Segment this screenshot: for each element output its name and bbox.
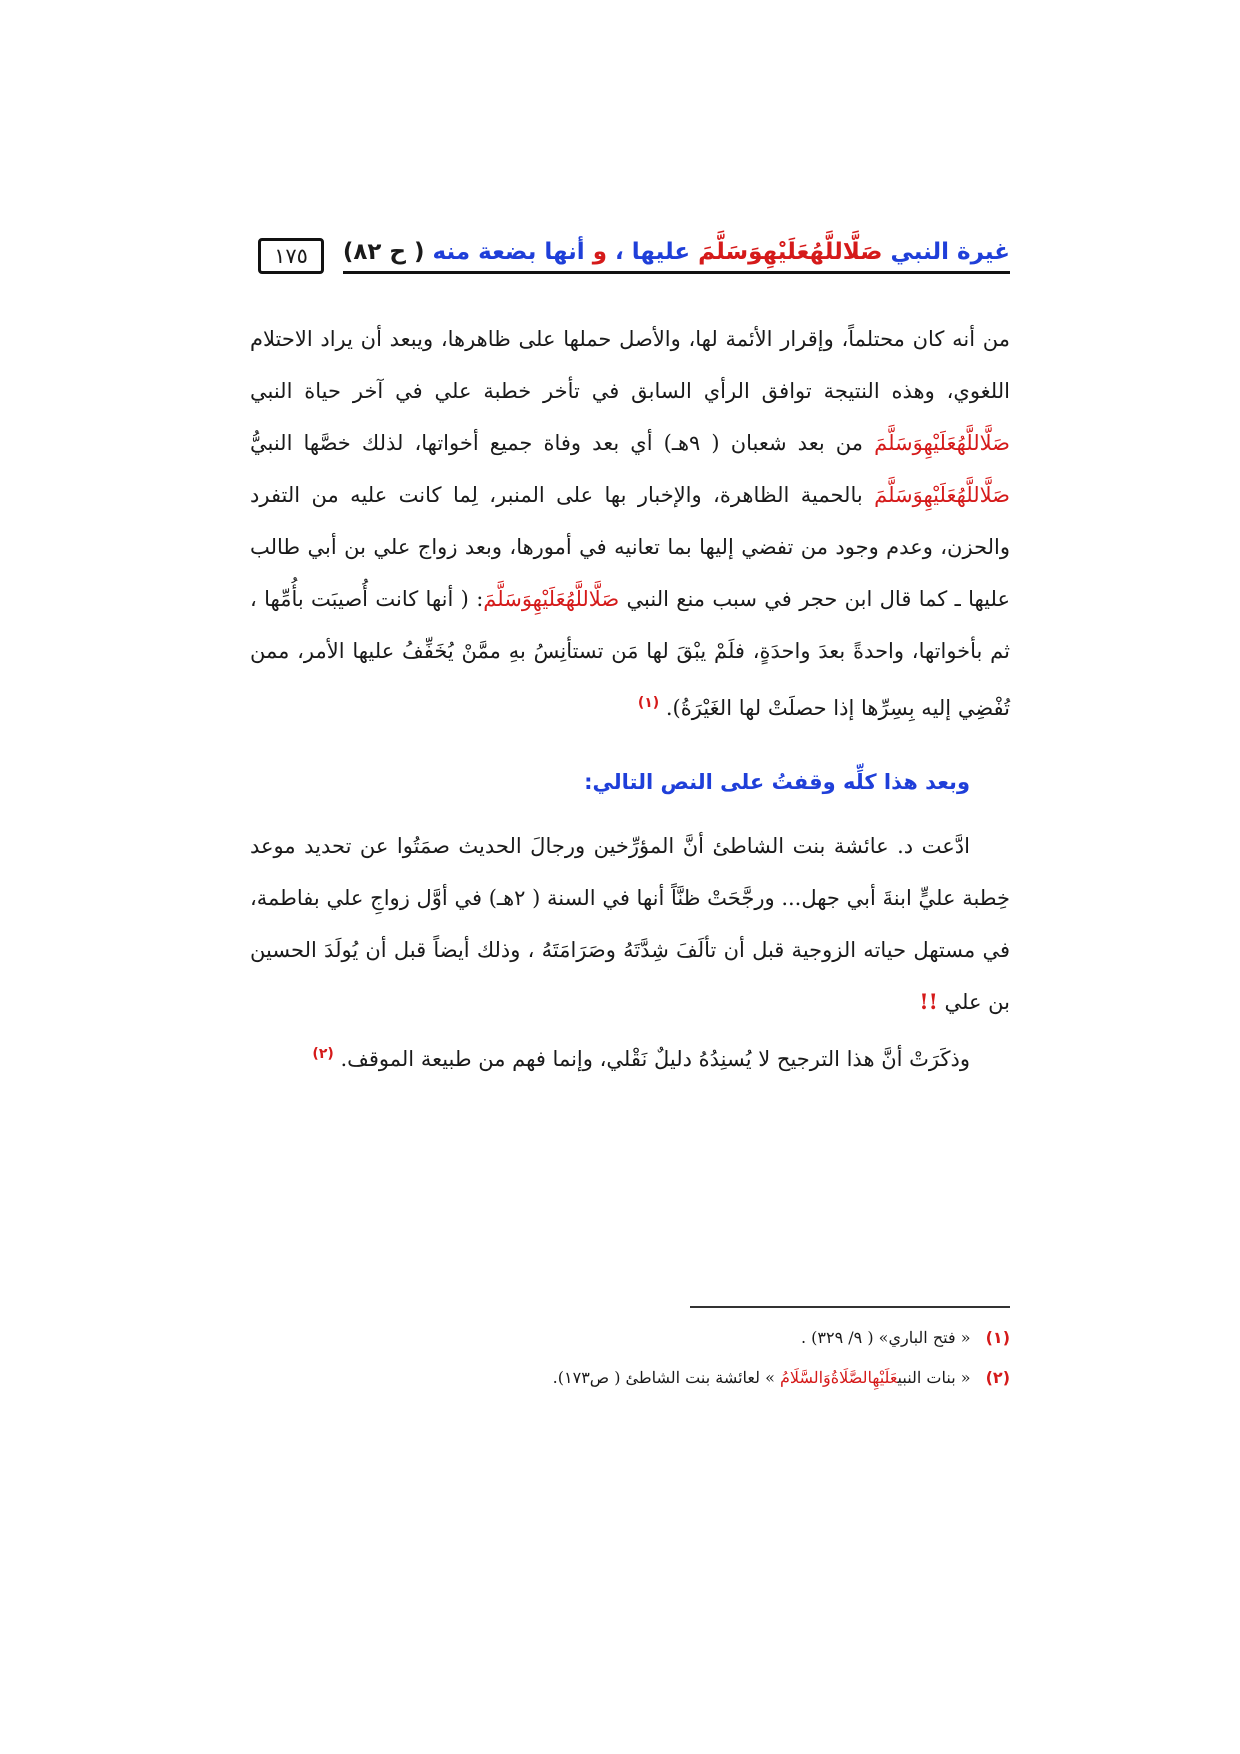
- p1-text-3: بالحمية الظاهرة، والإخبار بها على المنبر، لِما كانت عليه من التفرد والحزن، وعدم وجود من تفضي إليها بما تعانيه في أمورها، وبعد زواج علي بن أبي طالب عليها ـ كما قال ابن حجر في سبب منع النبي: [250, 483, 1011, 611]
- p1-salawat-2: صَلَّاللَّهُعَلَيْهِوَسَلَّمَ: [874, 483, 1010, 507]
- page-number: ١٧٥: [258, 238, 324, 274]
- page-header: [250, 236, 1010, 276]
- title-salawat: صَلَّاللَّهُعَلَيْهِوَسَلَّمَ: [698, 238, 883, 265]
- footnote-2-number: (٢): [985, 1368, 1010, 1387]
- paragraph-1: [250, 313, 1010, 734]
- footnote-1-text: « فتح الباري» ( ٩/ ٣٢٩) .: [800, 1328, 971, 1347]
- footnote-divider: [690, 1306, 1010, 1308]
- p1-text-1: من أنه كان محتلماً، وإقرار الأئمة لها، والأصل حملها على ظاهرها، ويبعد أن يراد الاحتلام اللغوي، وهذه النتيجة توافق الرأي السابق في تأخر خطبة علي في آخر حياة النبي: [250, 327, 1010, 403]
- footnote-1-number: (١): [985, 1328, 1010, 1347]
- paragraph-3: [250, 1028, 1010, 1085]
- footnote-1: [250, 1318, 1010, 1358]
- p1-salawat-3: صَلَّاللَّهُعَلَيْهِوَسَلَّمَ: [483, 587, 620, 611]
- footnote-2-salawat: عَلَيْهِالصَّلَاةُوَالسَّلَامُ: [779, 1368, 898, 1387]
- title-part-5: ( ح ٨٢): [342, 238, 425, 265]
- p3-text-1: وذكَرَتْ أنَّ هذا الترجيح لا يُسنِدُهُ دليلٌ نَقْلي، وإنما فهم من طبيعة الموقف.: [340, 1047, 970, 1071]
- paragraph-2: [250, 820, 1010, 1028]
- p1-salawat-1: صَلَّاللَّهُعَلَيْهِوَسَلَّمَ: [874, 431, 1010, 455]
- title-part-4: أنها بضعة منه: [432, 238, 585, 265]
- exclamation-marks: !!: [919, 989, 938, 1014]
- p1-text-2: من بعد شعبان ( ٩هـ) أي بعد وفاة جميع أخواتها، لذلك خصَّها النبيُّ: [250, 431, 864, 455]
- p1-text-4: : ( أنها كانت أُصيبَت بأُمِّها ، ثم بأخواتها، واحدةً بعدَ واحدَةٍ، فلَمْ يبْقَ لها مَن تستأنِسُ بهِ ممَّنْ يُخَفِّفُ عليها الأمر، ممن تُفْضِي إليه بِسِرِّها إذا حصلَتْ لها الغَيْرَةُ).: [250, 587, 1010, 720]
- footnote-2: [250, 1358, 1010, 1398]
- footnote-2-text-a: « بنات النبي: [897, 1368, 971, 1387]
- footnote-2-text-b: » لعائشة بنت الشاطئ ( ص١٧٣).: [552, 1368, 775, 1387]
- p2-text-1: ادَّعت د. عائشة بنت الشاطئ أنَّ المؤرِّخين ورجالَ الحديث صمَتُوا عن تحديد موعد خِطبة عليٍّ ابنةَ أبي جهل... ورجَّحَتْ ظنَّاً أنها في السنة ( ٢هـ) في أوَّل زواجِ علي بفاطمة، في مستهل حياته الزوجية قبل أن تألَفَ شِدَّتَهُ وصَرَامَتَهُ ، وذلك أيضاً قبل أن يُولَدَ الحسين بن علي: [250, 834, 1010, 1014]
- footnote-ref-1[interactable]: (١): [637, 695, 660, 711]
- main-text: [250, 313, 1010, 1085]
- title-part-2: عليها ،: [615, 238, 691, 265]
- title-part-3: و: [592, 238, 608, 265]
- footnote-ref-2[interactable]: (٢): [312, 1046, 334, 1062]
- footnotes: [250, 1318, 1010, 1398]
- running-title: [343, 239, 1010, 274]
- section-subheading: وبعد هذا كلِّه وقفتُ على النص التالي:: [584, 770, 970, 794]
- title-part-1: غيرة النبي: [890, 238, 1010, 265]
